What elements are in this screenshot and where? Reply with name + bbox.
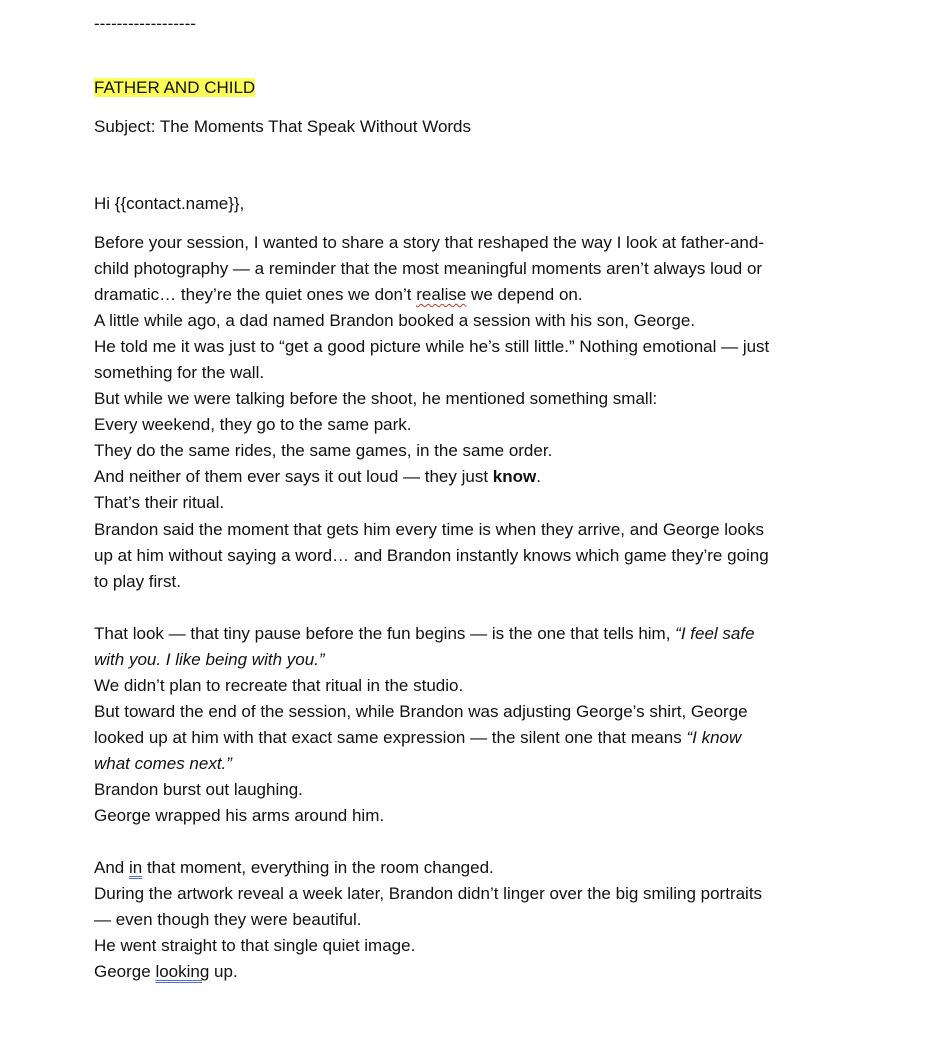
text-segment: up at him without saying a word… and Brandon instantly knows which game they’re going [94,546,769,565]
text-segment: Hi {{contact.name}}, [94,194,245,213]
text-segment: That look — that tiny pause before the fun begins — is the one that tells him, [94,624,676,643]
text-line [94,675,463,697]
spelling-error-text[interactable]: realise [416,285,467,304]
text-segment: George [94,962,156,981]
text-line [94,857,494,879]
grammar-flag-text[interactable]: looking [155,962,210,981]
text-segment: dramatic… they’re the quiet ones we don’t [94,285,417,304]
text-line [94,440,552,462]
text-segment: ------------------ [94,14,196,33]
text-segment: George wrapped his arms around him. [94,806,385,825]
italic-text: “I know [686,728,742,747]
text-segment: A little while ago, a dad named Brandon booked a session with his son, George. [94,311,696,330]
text-line [94,571,181,593]
text-segment: we depend on. [466,285,583,304]
text-segment: He told me it was just to “get a good picture while he’s still little.” Nothing emotional — just [94,337,770,356]
text-line [94,883,762,905]
text-segment: to play first. [94,572,181,591]
text-line [94,909,361,931]
text-segment: Brandon said the moment that gets him every time is when they arrive, and George looks [94,520,764,539]
text-line [94,519,764,541]
text-line [94,727,741,749]
text-segment: . [536,467,541,486]
text-line [94,193,244,215]
text-segment: Every weekend, they go to the same park. [94,415,412,434]
text-segment: And neither of them ever says it out loud — they just [94,467,493,486]
separator-line [94,13,196,35]
text-line [94,232,764,254]
text-line [94,310,695,332]
text-segment: Brandon burst out laughing. [94,780,303,799]
text-segment: something for the wall. [94,363,265,382]
text-line [94,388,657,410]
text-line [94,492,224,514]
text-line [94,961,238,983]
grammar-flag-text[interactable]: in [128,858,143,877]
text-segment: We didn’t plan to recreate that ritual in the studio. [94,676,464,695]
text-segment: Before your session, I wanted to share a story that reshaped the way I look at father-and- [94,233,764,252]
text-segment: Subject: The Moments That Speak Without Words [94,117,472,136]
text-line [94,805,384,827]
text-line [94,753,232,775]
text-segment: that moment, everything in the room changed. [142,858,494,877]
text-segment: child photography — a reminder that the most meaningful moments aren’t always loud or [94,259,763,278]
text-segment: But toward the end of the session, while Brandon was adjusting George’s shirt, George [94,702,748,721]
highlighted-text: FATHER AND CHILD [94,78,256,97]
text-line [94,362,264,384]
document-heading [94,77,255,99]
text-line [94,935,415,957]
text-segment: During the artwork reveal a week later, Brandon didn’t linger over the big smiling portraits [94,884,763,903]
subject-line [94,116,471,138]
text-line [94,545,769,567]
text-line [94,284,583,306]
text-line [94,701,748,723]
text-segment: He went straight to that single quiet image. [94,936,416,955]
text-line [94,779,303,801]
italic-text: what comes next.” [94,754,232,773]
text-line [94,414,412,436]
text-segment: — even though they were beautiful. [94,910,362,929]
text-line [94,258,762,280]
text-segment: They do the same rides, the same games, in the same order. [94,441,553,460]
text-line [94,466,541,488]
bold-text: know [492,467,537,486]
text-segment: looked up at him with that exact same expression — the silent one that means [94,728,687,747]
text-segment: That’s their ritual. [94,493,225,512]
italic-text: “I feel safe [675,624,755,643]
text-segment: And [94,858,129,877]
text-line [94,336,769,358]
text-line [94,649,325,671]
text-segment: up. [209,962,238,981]
italic-text: with you. I like being with you.” [94,650,325,669]
text-line [94,623,755,645]
text-segment: But while we were talking before the shoot, he mentioned something small: [94,389,658,408]
